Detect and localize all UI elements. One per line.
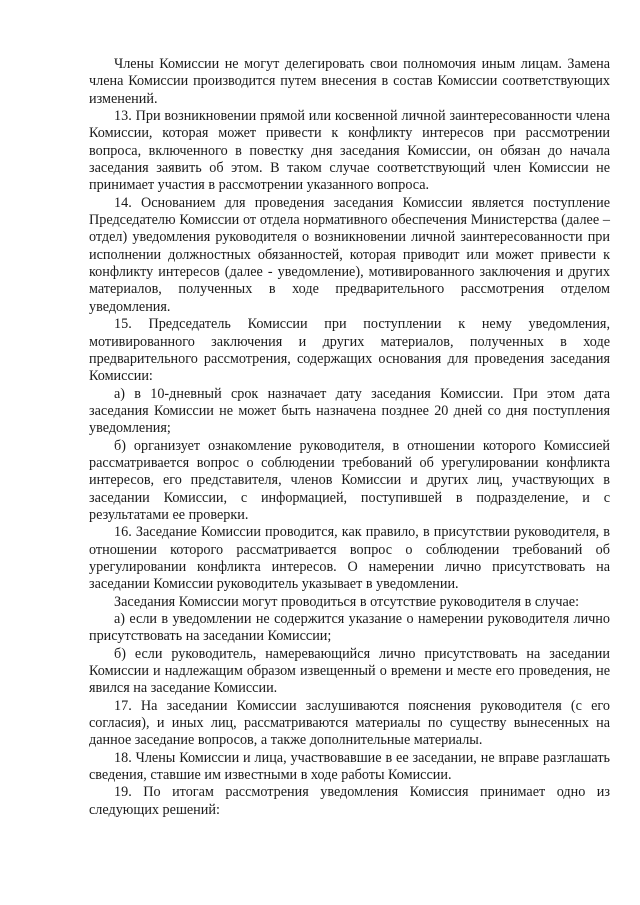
paragraph-17: 17. На заседании Комиссии заслушиваются пояснения руководителя (с его согласия), и иных лиц, рассматриваются материалы по существу вынесенных на данное заседание вопросов, а также дополнительные материалы. bbox=[89, 697, 610, 749]
paragraph-16b: б) если руководитель, намеревающийся лично присутствовать на заседании Комиссии и надлежащим образом извещенный о времени и месте его проведения, не явился на заседание Комиссии. bbox=[89, 645, 610, 697]
paragraph-19: 19. По итогам рассмотрения уведомления Комиссия принимает одно из следующих решений: bbox=[89, 784, 610, 818]
paragraph-15: 15. Председатель Комиссии при поступлении к нему уведомления, мотивированного заключения и других материалов, полученных в ходе предварительного рассмотрения, содержащих основания для проведения заседания Комиссии: bbox=[89, 316, 610, 385]
paragraph-delegation: Члены Комиссии не могут делегировать свои полномочия иным лицам. Замена члена Комиссии производится путем внесения в состав Комиссии соответствующих изменений. bbox=[89, 56, 610, 107]
paragraph-13: 13. При возникновении прямой или косвенной личной заинтересованности члена Комиссии, которая может привести к конфликту интересов при рассмотрении вопроса, включенного в повестку дня заседания Комиссии, он обязан до начала заседания заявить об этом. В таком случае соответствующий член Комиссии не принимает участия в рассмотрении указанного вопроса. bbox=[89, 108, 610, 194]
paragraph-16: 16. Заседание Комиссии проводится, как правило, в присутствии руководителя, в отношении которого рассматривается вопрос о соблюдении требований об урегулировании конфликта интересов. О намерении лично присутствовать на заседании Комиссии руководитель указывает в уведомлении. bbox=[89, 524, 610, 593]
paragraph-15a: а) в 10-дневный срок назначает дату заседания Комиссии. При этом дата заседания Комиссии не может быть назначена позднее 20 дней со дня поступления уведомления; bbox=[89, 385, 610, 437]
paragraph-18: 18. Члены Комиссии и лица, участвовавшие в ее заседании, не вправе разглашать сведения, ставшие им известными в ходе работы Комиссии. bbox=[89, 749, 610, 784]
paragraph-16-absence: Заседания Комиссии могут проводиться в отсутствие руководителя в случае: bbox=[114, 593, 580, 610]
paragraph-15b: б) организует ознакомление руководителя, в отношении которого Комиссией рассматривается вопрос о соблюдении требований об урегулировании конфликта интересов, его представителя, членов Комиссии и других лиц, участвующих в заседании Комиссии, с информацией, поступившей в подразделение, и с результатами ее проверки. bbox=[89, 437, 610, 523]
paragraph-14: 14. Основанием для проведения заседания Комиссии является поступление Председателю Комиссии от отдела нормативного обеспечения Министерства (далее – отдел) уведомления руководителя о возникновении личной заинтересованности при исполнении должностных обязанностей, которая приводит или может привести к конфликту интересов (далее - уведомление), мотивированного заключения и других материалов, полученных в ходе предварительного рассмотрения отделом уведомления. bbox=[89, 194, 610, 315]
paragraph-16a: а) если в уведомлении не содержится указание о намерении руководителя лично присутствовать на заседании Комиссии; bbox=[89, 611, 610, 645]
